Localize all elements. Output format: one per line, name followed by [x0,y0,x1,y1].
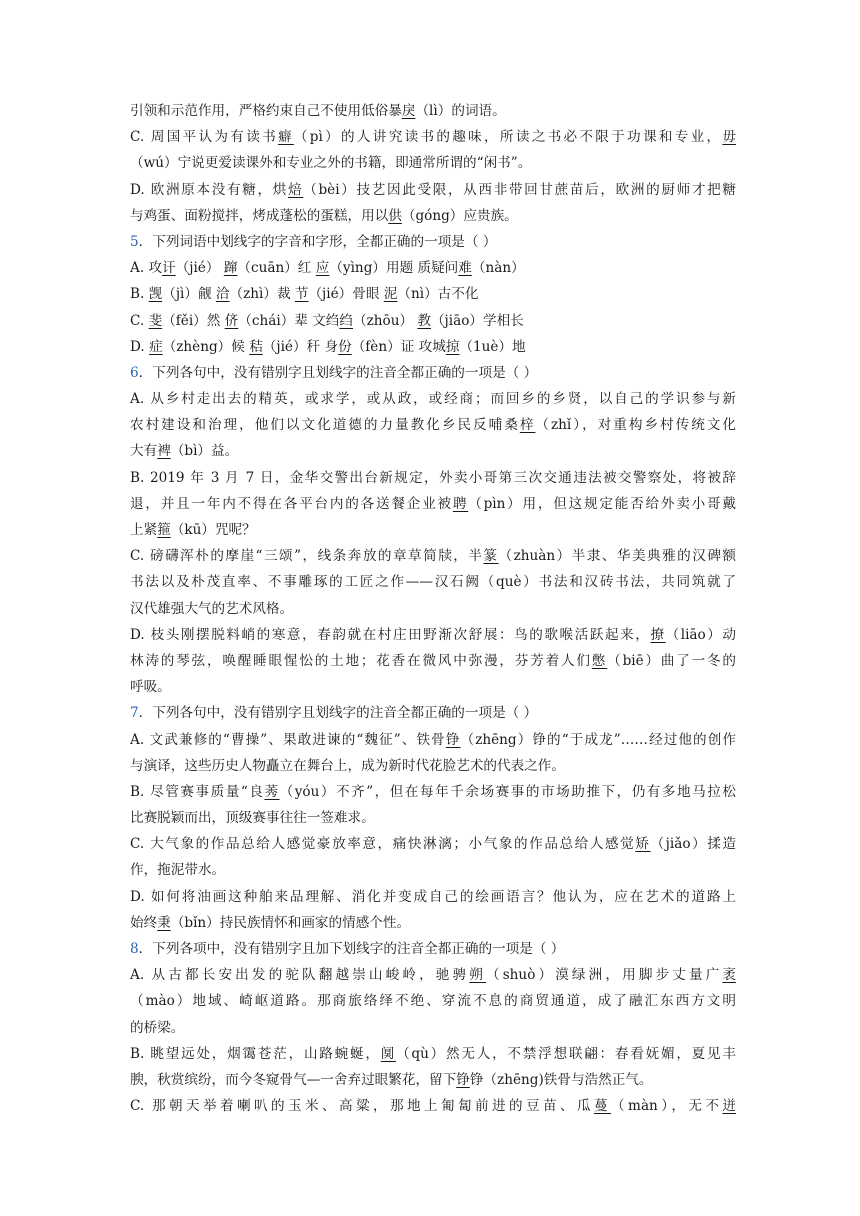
underlined-char: 癖 [277,129,294,146]
text-line [130,648,736,674]
text-line [130,753,736,779]
text-run: 引领和示范作用，严格约束自己不使用低俗暴 [130,103,402,119]
text-run: B. 2019 年 3 月 7 日，金华交警出台新规定，外卖小哥第三次交通违法被交警察处，将被辞 [130,469,736,486]
text-run: ．下列各句中，没有错别字且划线字的注音全都正确的一项是（ ） [138,364,538,381]
text-line [130,674,736,700]
text-line [130,229,736,255]
underlined-char: 莠 [264,783,280,800]
underlined-char: 讦 [162,260,176,277]
underlined-char: 裨 [157,443,171,460]
underlined-char: 洽 [215,286,230,303]
text-run: 腴，秋赏缤纷，而今冬窥骨气—一舍弃过眼繁花，留下 [130,1071,457,1088]
text-run: （mào）地域、崎岖道路。那商旅络绎不绝、穿流不息的商贸通道，成了融汇东西方文明 [130,993,736,1010]
underlined-char: 憋 [591,652,608,669]
underlined-char: 蹿 [223,260,238,277]
text-line [130,360,736,386]
text-run: B. 尽管赛事质量“良 [130,783,265,800]
text-run: （wú）宁说更爱读课外和专业之外的书籍，即通常所谓的“闲书”。 [130,155,532,172]
text-run: A. 从乡村走出去的精英，或求学，或从政，或经商；而回乡的乡贤，以自己的学识参与新 [130,391,736,408]
text-run: （zhì）裁 [229,286,295,303]
text-run: 书法以及朴茂直率、不事雕琢的工匠之作——汉石阙（què）书法和汉砖书法，共同筑就了 [130,574,736,591]
text-line [130,962,736,988]
text-line [130,622,736,648]
text-run: 大有 [130,443,158,460]
text-run: （zhōu） [353,312,418,329]
text-run: （shuò）漠绿洲，用脚步丈量广 [485,967,723,984]
text-run: （bǐn）持民族情怀和画家的情感个性。 [170,914,411,931]
text-line [130,334,736,360]
underlined-char: 朔 [469,967,486,984]
text-run: 退，并且一年内不得在各平台内的各送餐企业被 [130,495,453,512]
text-run: （yìng）用题 质疑问 [329,260,459,277]
text-run: 农村建设和治理，他们以文化道德的力量教化乡民反哺桑 [130,417,520,434]
underlined-char: 应 [315,260,330,277]
text-run: ．下列各项中，没有错别字且加下划线字的注音全都正确的一项是（ ） [138,941,565,957]
text-line [130,308,736,334]
underlined-char: 撩 [650,626,666,643]
text-line [130,700,736,726]
text-line [130,936,736,962]
text-run: 作，拖泥带水。 [130,862,226,879]
text-line [130,543,736,569]
text-line [130,438,736,464]
underlined-char: 秸 [249,338,263,355]
question-number: 7 [130,705,139,722]
text-run: （góng）应贵族。 [401,207,518,224]
text-run: 的桥梁。 [130,1019,185,1036]
text-run: （nì）古不化 [397,286,479,303]
question-number: 5 [130,233,139,250]
text-run: （jiāo）学相长 [430,312,524,329]
text-line [130,910,736,936]
text-run: B. [130,286,149,303]
text-run: （pì）的人讲究读书的趣味，所读之书必不限于功课和专业， [293,129,723,146]
text-run: ．下列各句中，没有错别字且划线字的注音全都正确的一项是（ ） [138,705,538,722]
text-run: （jié）秆 身 [262,338,339,355]
text-run: （zhuàn）半隶、华美典雅的汉碑额 [498,548,736,565]
text-run: 铮（zhēng)铁骨与浩然正气。 [469,1071,653,1088]
text-run: A. 文武兼修的“曹操”、果敢进谏的“魏征”、铁骨 [130,731,446,748]
text-line [130,857,736,883]
text-run: C. [130,312,149,329]
text-run: （1uè）地 [459,338,526,355]
text-line [130,1015,736,1041]
text-run: ．下列词语中划线字的字音和字形，全都正确的一项是（ ） [138,233,497,250]
underlined-char: 迸 [722,1098,736,1115]
underlined-char: 箍 [157,522,171,538]
text-line [130,1093,736,1119]
text-run: （chái）辈 文绉 [238,312,340,329]
underlined-char: 梓 [519,417,536,434]
text-run: B. 眺望远处，烟霭苍茫，山路蜿蜒， [130,1045,381,1062]
text-run: （zhèng）候 [162,338,250,355]
underlined-char: 觊 [148,286,163,303]
text-line [130,255,736,281]
text-run: 呼吸。 [130,679,171,696]
text-run: 比赛脱颖而出，顶级赛事往往一签难求。 [130,810,375,827]
underlined-char: 戾 [401,103,416,119]
text-run: （zhǐ），对重构乡村传统文化 [535,417,736,434]
text-run: （jiǎo）揉造 [650,836,736,853]
text-run: 始终 [130,914,158,931]
text-run: 与鸡蛋、面粉搅拌，烤成蓬松的蛋糕，用以 [130,207,389,224]
text-line [130,203,736,229]
text-run: 上紧 [130,522,158,538]
underlined-char: 难 [458,260,472,277]
underlined-char: 节 [294,286,309,303]
underlined-char: 铮 [456,1071,470,1088]
text-line [130,465,736,491]
text-run: （biē）曲了一冬的 [607,652,736,669]
text-run: （lì）的词语。 [415,103,506,119]
underlined-char: 秉 [157,914,171,931]
text-run: （jié） [175,260,224,277]
text-run: A. 从古都长安出发的驼队翻越崇山峻岭，驰骋 [130,967,470,984]
text-run: （liāo）动 [665,626,736,643]
text-run: C. 那朝天举着喇叭的玉米、高粱，那地上匍匐前进的豆苗、瓜 [130,1098,595,1115]
underlined-char: 蔓 [594,1098,612,1115]
text-line [130,779,736,805]
text-run: C. 周国平认为有读书 [130,129,278,146]
text-line [130,491,736,517]
text-line [130,517,736,543]
question-number: 8 [130,941,139,957]
underlined-char: 铮 [445,731,461,748]
document-page [130,98,736,1119]
underlined-char: 绉 [339,312,353,329]
underlined-char: 份 [338,338,352,355]
underlined-char: 侪 [224,312,239,329]
text-run: （bèi）技艺因此受限，从西非带回甘蔗苗后，欧洲的厨师才把糖 [303,181,736,198]
underlined-char: 掠 [445,338,460,355]
text-run: D. [130,338,150,355]
text-line [130,1041,736,1067]
underlined-char: 泥 [383,286,398,303]
underlined-char: 教 [417,312,431,329]
text-run: （nàn） [471,260,525,277]
underlined-char: 袤 [722,967,736,984]
text-line [130,281,736,307]
text-line [130,386,736,412]
underlined-char: 焙 [287,181,304,198]
text-run: 林涛的琴弦，唤醒睡眼惺忪的土地；花香在微风中弥漫，芬芳着人们 [130,652,592,669]
text-line [130,98,736,124]
text-run: （bì）益。 [170,443,239,460]
text-run: D. 枝头刚摆脱料峭的寒意，春韵就在村庄田野渐次舒展：鸟的歌喉活跃起来， [130,626,651,643]
text-run: （jì）觎 [162,286,216,303]
text-run: （cuān）红 [237,260,316,277]
text-run: （fěi）然 [162,312,225,329]
text-run: （pìn）用，但这规定能否给外卖小哥戴 [468,495,736,512]
text-run: （kū）咒呢？ [170,522,256,538]
text-line [130,124,736,150]
underlined-char: 矫 [635,836,651,853]
text-run: （qù）然无人，不禁浮想联翩：春看妩媚，夏见丰 [396,1045,736,1062]
text-run: A. 攻 [130,260,163,277]
text-run: （fèn）证 攻城 [351,338,446,355]
text-run: 与演译，这些历史人物矗立在舞台上，成为新时代花脸艺术的代表之作。 [130,757,565,774]
text-line [130,569,736,595]
underlined-char: 症 [149,338,163,355]
text-run: （yóu）不齐”，但在每年千余场赛事的市场助推下，仍有多地马拉松 [279,783,736,800]
text-run: C. 磅礴浑朴的摩崖“三颂”，线条奔放的章草简牍，半 [130,548,484,565]
text-line [130,150,736,176]
underlined-char: 阒 [380,1045,397,1062]
text-run: C. 大气象的作品总给人感觉豪放率意，痛快淋漓；小气象的作品总给人感觉 [130,836,636,853]
text-line [130,884,736,910]
underlined-char: 聘 [452,495,469,512]
underlined-char: 篆 [483,548,499,565]
text-line [130,727,736,753]
text-run: （màn），无不 [611,1098,723,1115]
underlined-char: 供 [388,207,402,224]
text-line [130,596,736,622]
text-line [130,805,736,831]
text-run: （zhēng）铮的“于成龙”……经过他的创作 [460,731,736,748]
text-run: D. 欧洲原本没有糖，烘 [130,181,288,198]
underlined-char: 斐 [148,312,163,329]
text-line [130,412,736,438]
text-line [130,1067,736,1093]
question-number: 6 [130,364,139,381]
text-line [130,831,736,857]
text-run: D. 如何将油画这种舶来品理解、消化并变成自己的绘画语言？他认为，应在艺术的道路上 [130,888,736,905]
text-run: （jié）骨眼 [308,286,384,303]
text-line [130,988,736,1014]
underlined-char: 毋 [722,129,736,146]
text-run: 汉代雄强大气的艺术风格。 [130,600,294,617]
text-line [130,177,736,203]
